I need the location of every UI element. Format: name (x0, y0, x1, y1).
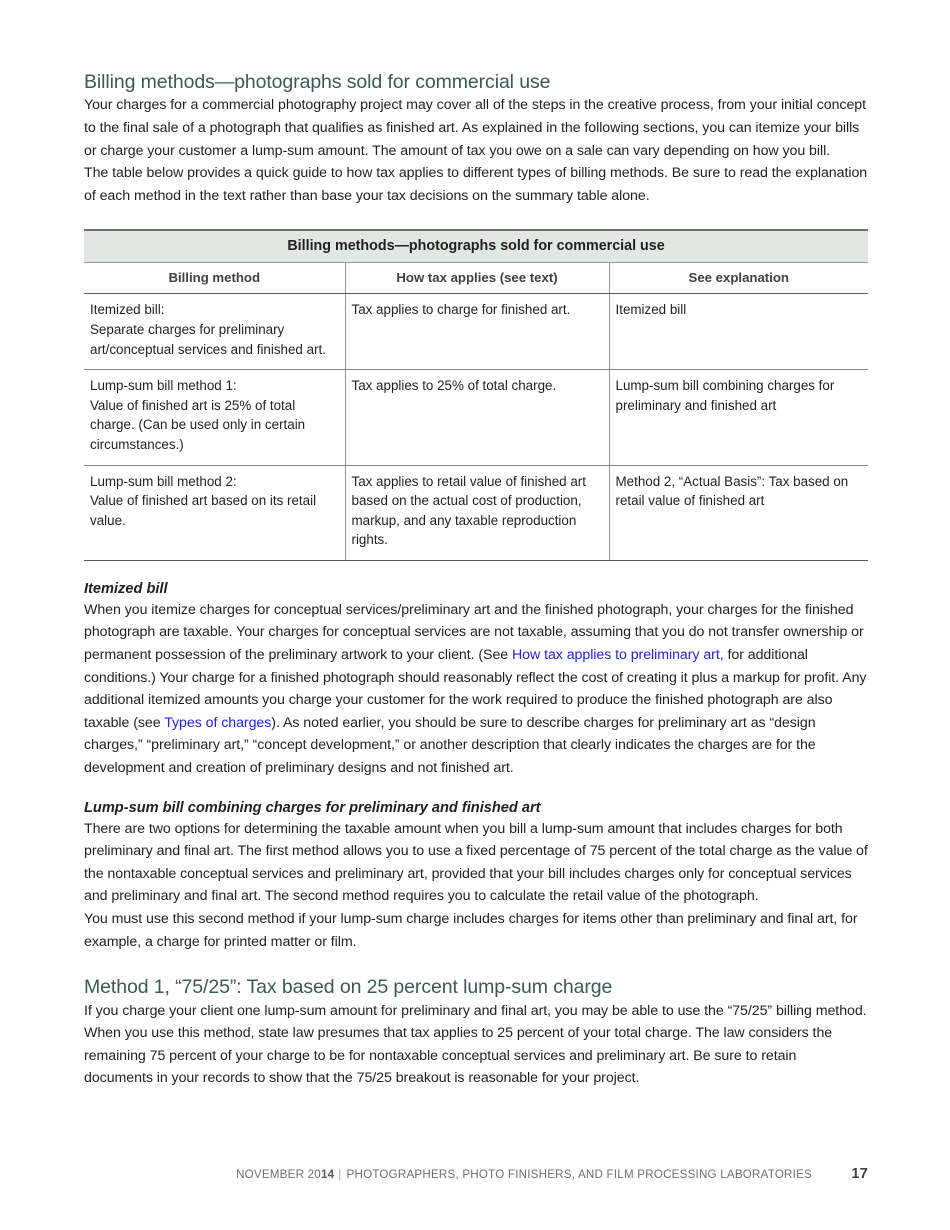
billing-methods-table (84, 229, 868, 561)
cell-method-detail: Value of finished art based on its retail value. (90, 493, 317, 528)
cell-billing-method (84, 294, 345, 370)
cell-method-detail: Value of finished art is 25% of total charge. (Can be used only in certain circumstances.) (90, 397, 306, 452)
document-page (84, 0, 868, 1230)
table-title-row (84, 230, 868, 263)
cell-how-tax-applies: Tax applies to retail value of finished art based on the actual cost of production, markup, and any taxable reproduction rights. (345, 465, 609, 560)
footer-date-year: 14 (320, 1168, 335, 1181)
cell-method-lead: Itemized bill: (90, 302, 165, 318)
column-header-how-tax-applies: How tax applies (see text) (345, 263, 609, 294)
table-header-row (84, 263, 868, 294)
lump-sum-paragraph-2: You must use this second method if your lump-sum charge includes charges for items other than preliminary and final art, for example, a charge for printed matter or film. (84, 910, 858, 950)
page-footer (84, 1168, 868, 1188)
itemized-bill-paragraph (84, 599, 868, 780)
cell-see-explanation: Itemized bill (609, 294, 868, 370)
cell-billing-method (84, 370, 345, 465)
column-header-billing-method: Billing method (84, 263, 345, 294)
itemized-bill-text-2: for additional conditions.) Your charge for a finished photograph should reasonably reflect the cost of creating it plus a markup for profit. Any additional itemized amounts you charge your customer for the work required to produce the finished photograph are also taxable (see (84, 647, 867, 731)
link-how-tax-applies-to-preliminary-art[interactable]: How tax applies to preliminary art, (512, 647, 724, 664)
page-number: 17 (851, 1166, 868, 1182)
subheading-lump-sum-bill: Lump-sum bill combining charges for preliminary and finished art (84, 799, 541, 816)
cell-see-explanation: Method 2, “Actual Basis”: Tax based on retail value of finished art (609, 465, 868, 560)
page-title: Billing methods—photographs sold for commercial use (84, 71, 551, 93)
link-types-of-charges[interactable]: Types of charges (164, 714, 272, 731)
cell-billing-method (84, 465, 345, 560)
itemized-bill-text-1: When you itemize charges for conceptual services/preliminary art and the finished photograph, your charges for the finished photograph are taxable. Your charges for conceptual services are not taxable, assuming that you do not transfer ownership or permanent possession of the preliminary artwork to your client. (See (84, 601, 864, 664)
cell-see-explanation: Lump-sum bill combining charges for preliminary and finished art (609, 370, 868, 465)
cell-how-tax-applies: Tax applies to charge for finished art. (345, 294, 609, 370)
itemized-bill-text-3: ). As noted earlier, you should be sure to describe charges for preliminary art as “design charges,” “preliminary art,” “concept development,” or another description that clearly indicates the charges are for the development and creation of preliminary designs and not finished art. (84, 714, 816, 776)
table-title: Billing methods—photographs sold for commercial use (84, 230, 868, 263)
subheading-itemized-bill: Itemized bill (84, 580, 168, 597)
table-row (84, 465, 868, 560)
billing-methods-table-wrapper (84, 229, 868, 561)
table-row (84, 370, 868, 465)
cell-how-tax-applies: Tax applies to 25% of total charge. (345, 370, 609, 465)
cell-method-lead: Lump-sum bill method 1: (90, 378, 237, 394)
footer-separator: | (338, 1168, 342, 1181)
method-1-paragraph: If you charge your client one lump-sum amount for preliminary and final art, you may be able to use the “75/25” billing method. When you use this method, state law presumes that tax applies to 25 percent of your total charge. The law considers the remaining 75 percent of your charge to be for nontaxable conceptual services and preliminary art. Be sure to retain documents in your records to show that the 75/25 breakout is reasonable for your project. (84, 1002, 867, 1087)
intro-paragraph-2: The table below provides a quick guide to how tax applies to different types of billing methods. Be sure to read the explanation of each method in the text rather than base your tax decisions on the summary table alone. (84, 165, 868, 204)
footer-date-prefix: NOVEMBER 20 (236, 1168, 321, 1181)
section-heading-method-1: Method 1, “75/25”: Tax based on 25 percent lump-sum charge (84, 976, 613, 999)
cell-method-detail: Separate charges for preliminary art/conceptual services and finished art. (90, 321, 326, 357)
footer-title: PHOTOGRAPHERS, PHOTO FINISHERS, AND FILM PROCESSING LABORATORIES (346, 1168, 812, 1181)
intro-paragraph-1: Your charges for a commercial photography project may cover all of the steps in the creative process, from your initial concept to the final sale of a photograph that qualifies as finished art. As explained in the following sections, you can itemize your bills or charge your customer a lump-sum amount. The amount of tax you owe on a sale can vary depending on how you bill. (84, 97, 867, 159)
cell-method-lead: Lump-sum bill method 2: (90, 473, 237, 489)
lump-sum-paragraph-1: There are two options for determining the taxable amount when you bill a lump-sum amount that includes charges for both preliminary and final art. The first method allows you to use a fixed percentage of 75 percent of the total charge as the value of the nontaxable conceptual services and preliminary art, provided that your bill includes charges only for conceptual services and preliminary and final art. The second method requires you to calculate the retail value of the photograph. (84, 820, 868, 905)
table-row (84, 294, 868, 370)
footer-text (236, 1168, 812, 1181)
column-header-see-explanation: See explanation (609, 263, 868, 294)
